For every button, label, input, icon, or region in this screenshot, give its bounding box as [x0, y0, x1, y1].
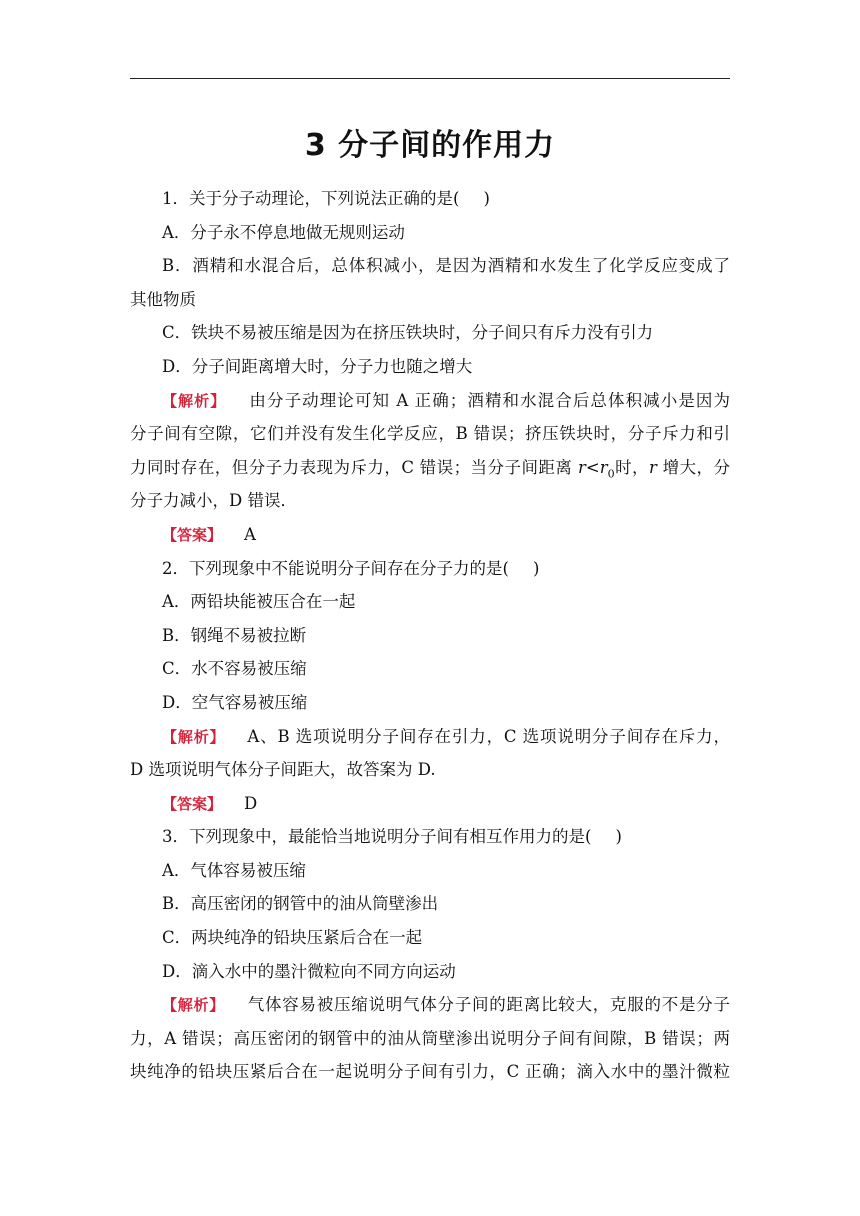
q3-analysis-line-1: 【解析】 气体容易被压缩说明气体分子间的距离比较大，克服的不是分子	[162, 995, 730, 1015]
q1-option-a: A．分子永不停息地做无规则运动	[162, 222, 405, 242]
answer-tag: 【答案】	[162, 525, 223, 544]
document-body	[130, 182, 730, 1089]
q1-analysis-line-4: 分子力减小，D 错误．	[130, 491, 297, 511]
analysis-tag: 【解析】	[162, 727, 226, 746]
q2-option-d: D．空气容易被压缩	[162, 692, 308, 712]
q1-analysis-line-2: 分子间有空隙，它们并没有发生化学反应，B 错误；挤压铁块时，分子斥力和引	[130, 424, 730, 444]
page-title: 3 分子间的作用力	[304, 128, 556, 163]
q1-answer: 【答案】 A	[162, 524, 256, 544]
q3-option-c: C．两块纯净的铅块压紧后合在一起	[162, 928, 423, 948]
answer-tag: 【答案】	[162, 794, 223, 813]
q3-analysis-line-3: 块纯净的铅块压紧后合在一起说明分子间有引力，C 正确；滴入水中的墨汁微粒	[130, 1062, 730, 1082]
q2-option-a: A．两铅块能被压合在一起	[162, 592, 356, 612]
analysis-tag: 【解析】	[162, 996, 225, 1015]
q3-analysis-line-2: 力，A 错误；高压密闭的钢管中的油从筒壁渗出说明分子间有间隙，B 错误；两	[130, 1028, 730, 1048]
q1-analysis-line-1: 【解析】 由分子动理论可知 A 正确；酒精和水混合后总体积减小是因为	[162, 390, 730, 410]
q1-analysis-line-3: 力同时存在，但分子力表现为斥力，C 错误；当分子间距离 $r<r_0$时，r 增大，分	[130, 457, 730, 481]
q1-option-b: B．酒精和水混合后，总体积减小，是因为酒精和水发生了化学反应变成了	[162, 256, 730, 276]
question-2-stem: 2．下列现象中不能说明分子间存在分子力的是( )	[162, 558, 540, 578]
q3-option-a: A．气体容易被压缩	[162, 860, 306, 880]
q2-answer: 【答案】 D	[162, 793, 258, 813]
q2-option-c: C．水不容易被压缩	[162, 659, 307, 679]
q2-analysis-line-1: 【解析】 A、B 选项说明分子间存在引力，C 选项说明分子间存在斥力，	[162, 726, 730, 746]
analysis-tag: 【解析】	[162, 391, 227, 410]
question-3-stem: 3．下列现象中，最能恰当地说明分子间有相互作用力的是( )	[162, 827, 622, 847]
q1-option-c: C．铁块不易被压缩是因为在挤压铁块时，分子间只有斥力没有引力	[162, 323, 654, 343]
header-rule	[130, 78, 730, 79]
question-1-stem: 1．关于分子动理论，下列说法正确的是( )	[162, 189, 490, 208]
q2-analysis-line-2: D 选项说明气体分子间距大，故答案为 D.	[130, 760, 436, 780]
q2-option-b: B．钢绳不易被拉断	[162, 625, 307, 645]
q1-option-d: D．分子间距离增大时，分子力也随之增大	[162, 356, 473, 376]
q3-option-d: D．滴入水中的墨汁微粒向不同方向运动	[162, 961, 456, 981]
q3-option-b: B．高压密闭的钢管中的油从筒壁渗出	[162, 894, 439, 914]
q1-option-b-cont: 其他物质	[130, 289, 196, 309]
